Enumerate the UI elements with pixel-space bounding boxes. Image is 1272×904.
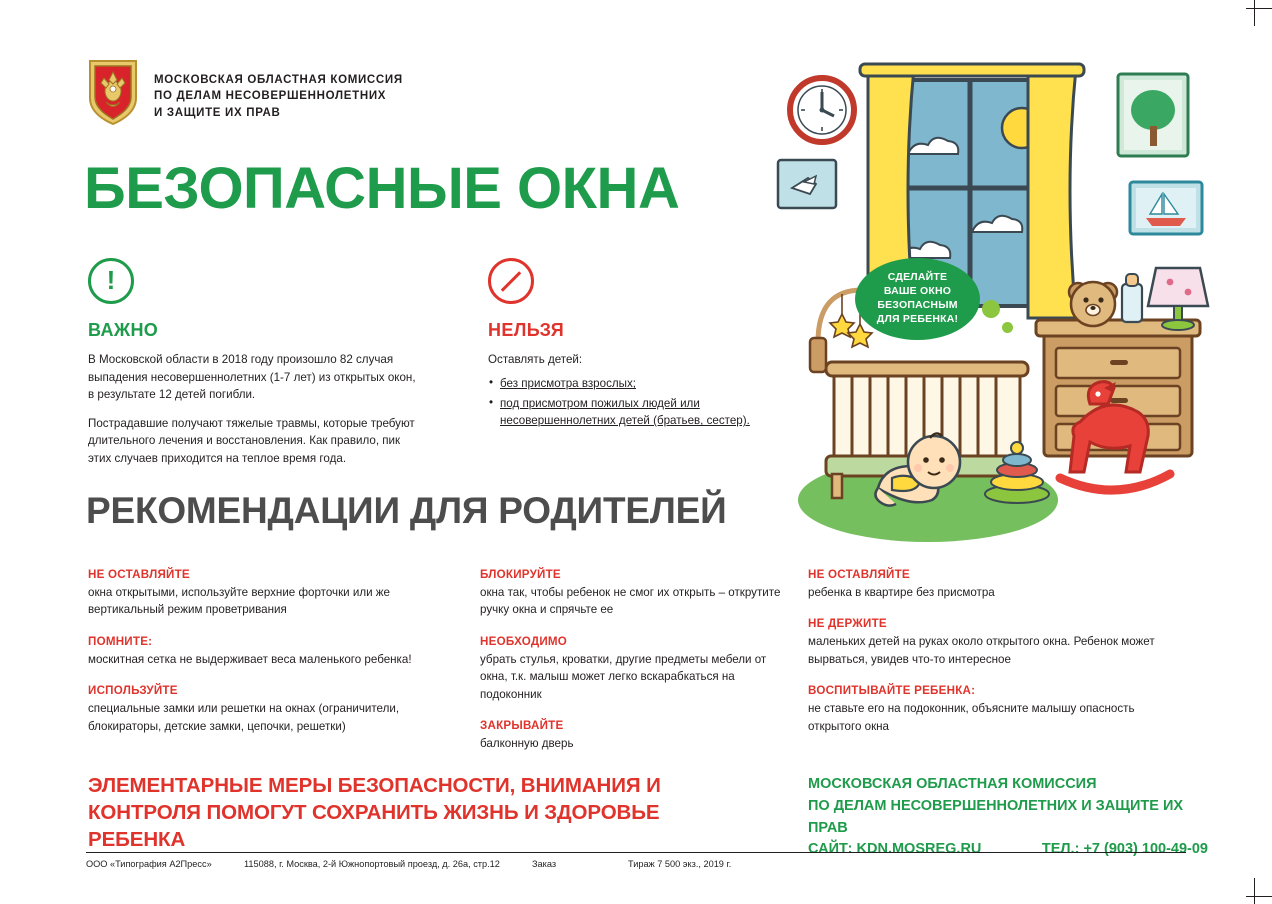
forbidden-lead: Оставлять детей: [488,353,583,366]
recommendations-column-1 [88,568,453,751]
list-item-text: под присмотром пожилых людей или несовершеннолетних детей (братьев, сестер). [500,396,750,428]
org-line-3: И ЗАЩИТЕ ИХ ПРАВ [154,106,281,119]
bubble-line-2: ВАШЕ ОКНО [883,285,952,298]
rec-heading: НЕ ОСТАВЛЯЙТЕ [88,568,190,581]
crop-mark [1254,878,1255,904]
footer-circulation: Тираж 7 500 экз., 2019 г. [628,859,732,869]
contacts-line-2: ПО ДЕЛАМ НЕСОВЕРШЕННОЛЕТНИХ И ЗАЩИТЕ ИХ ПРАВ [808,797,1184,836]
footer [86,852,1186,869]
page-title: БЕЗОПАСНЫЕ ОКНА [84,156,680,221]
rec-heading: ВОСПИТЫВАЙТЕ РЕБЕНКА: [808,684,976,698]
rec-text: специальные замки или решетки на окнах (ограничители, блокираторы, детские замки, цепочки, решетки) [88,702,400,733]
rec-text: москитная сетка не выдерживает веса маленького ребенка! [88,652,412,666]
prohibition-circle-icon [488,258,534,304]
boat-picture [1130,182,1202,234]
org-line-2: ПО ДЕЛАМ НЕСОВЕРШЕННОЛЕТНИХ [154,90,387,103]
teddy-bear [1069,282,1117,326]
rec-text: убрать стулья, кроватки, другие предметы мебели от окна, т.к. малыш может легко вскарабкаться на подоконник [480,652,767,701]
rec-text: балконную дверь [480,736,574,750]
rec-text: окна так, чтобы ребенок не смог их открыть – открутите ручку окна и спрячьте ее [480,586,781,617]
bubble-line-4: ДЛЯ РЕБЕНКА! [876,312,959,325]
coat-of-arms-icon [86,58,140,126]
important-heading: ВАЖНО [88,320,159,340]
nursery-room-illustration [760,42,1220,542]
baby-bottle [1122,274,1142,322]
rec-heading: НЕ ДЕРЖИТЕ [808,617,887,631]
bubble-dot-large [982,300,1000,318]
poster-header [86,58,403,126]
contacts-line-1: МОСКОВСКАЯ ОБЛАСТНАЯ КОМИССИЯ [808,776,1097,792]
callout-bubble [855,258,980,340]
rec-text: ребенка в квартире без присмотра [808,586,995,599]
list-item-text: без присмотра взрослых; [500,377,636,391]
safety-slogan: ЭЛЕМЕНТАРНЫЕ МЕРЫ БЕЗОПАСНОСТИ, ВНИМАНИЯ И КОНТРОЛЯ ПОМОГУТ СОХРАНИТЬ ЖИЗНЬ И ЗДОРОВЬЕ РЕБЕНКА [88,774,661,852]
forbidden-heading: НЕЛЬЗЯ [488,320,565,340]
organization-name [154,58,403,121]
crop-mark [1246,896,1272,897]
exclamation-glyph: ! [106,265,116,295]
important-block [88,258,418,468]
crop-mark [1254,0,1255,26]
tree-picture [1118,74,1188,156]
rec-text: маленьких детей на руках около открытого окна. Ребенок может вырваться, увидев что-то интересное [808,635,1155,666]
footer-printer: ООО «Типография А2Пресс» [86,859,212,869]
rec-heading: ПОМНИТЕ: [88,634,153,648]
recommendations-title: РЕКОМЕНДАЦИИ ДЛЯ РОДИТЕЛЕЙ [86,490,727,531]
bubble-dot-small [1002,322,1013,333]
important-paragraph: Пострадавшие получают тяжелые травмы, которые требуют длительного лечения и восстановления. Как правило, пик этих случаев приходится на теплое время года. [88,416,415,466]
rec-heading: БЛОКИРУЙТЕ [480,568,561,581]
bubble-line-1: СДЕЛАЙТЕ [887,271,948,284]
rec-heading: НЕ ОСТАВЛЯЙТЕ [808,568,910,581]
wall-clock [790,78,854,142]
crop-mark [1246,8,1272,9]
bubble-line-3: БЕЗОПАСНЫМ [877,299,958,311]
rec-heading: ИСПОЛЬЗУЙТЕ [88,684,178,698]
footer-order: Заказ [532,859,557,869]
rec-heading: НЕОБХОДИМО [480,634,568,648]
contacts-block [808,774,1208,861]
footer-address: 115088, г. Москва, 2-й Южнопортовый проезд, д. 26а, стр.12 [244,859,500,869]
contacts-site[interactable]: САЙТ: KDN.MOSREG.RU [808,841,982,858]
important-paragraph: В Московской области в 2018 году произошло 82 случая выпадения несовершеннолетних (1-7 лет) из открытых окон, в результате 12 детей погибли. [88,353,416,402]
contacts-phone[interactable]: ТЕЛ.: +7 (903) 100-49-09 [1041,841,1208,858]
recommendations-column-2 [480,568,785,768]
rec-text: не ставьте его на подоконник, объясните малышу опасность открытого окна [808,702,1135,733]
important-body [88,351,418,468]
org-line-1: МОСКОВСКАЯ ОБЛАСТНАЯ КОМИССИЯ [154,74,403,86]
exclamation-circle-icon [88,258,134,304]
rec-text: окна открытыми, используйте верхние форточки или же вертикальный режим проветривания [88,586,390,617]
rec-heading: ЗАКРЫВАЙТЕ [480,718,564,732]
recommendations-column-3 [808,568,1168,751]
slash-glyph [501,271,522,292]
plane-picture [778,160,836,208]
